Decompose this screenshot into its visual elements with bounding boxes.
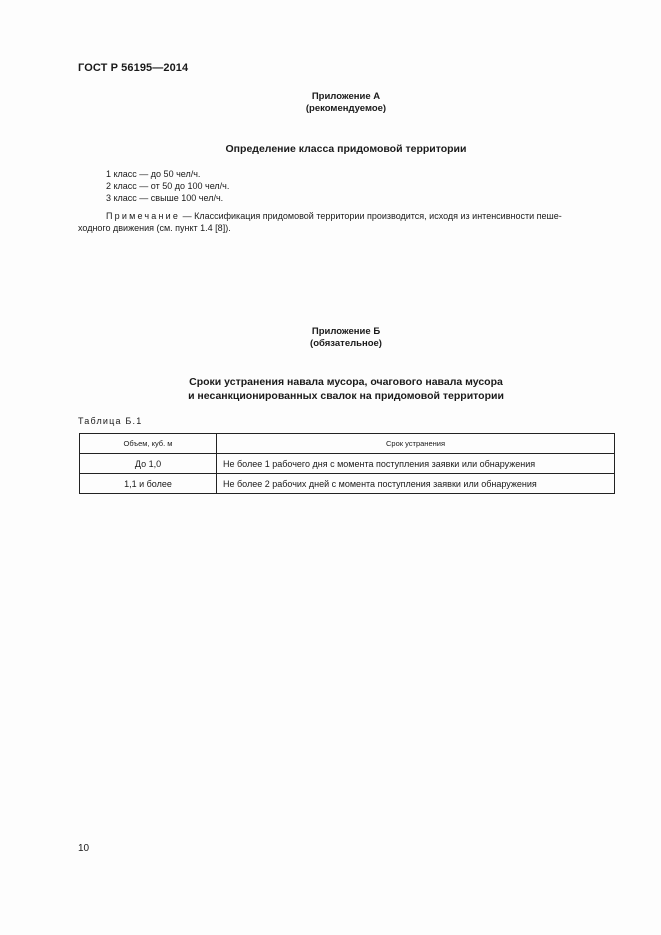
table-cell-term: Не более 2 рабочих дней с момента поступления заявки или обнаружения [217, 474, 615, 494]
standard-code: ГОСТ Р 56195—2014 [78, 62, 189, 74]
table-cell-term: Не более 1 рабочего дня с момента поступления заявки или обнаружения [217, 454, 615, 474]
appendix-b-title: Приложение Б [311, 326, 381, 337]
appendix-b-heading-line-2: и несанкционированных свалок на придомовой территории [188, 390, 504, 402]
table-row [80, 474, 615, 494]
class-item-1: 1 класс — до 50 чел/ч. [106, 169, 201, 179]
column-header-volume: Объем, куб. м [80, 434, 217, 454]
appendix-b-status: (обязательное) [310, 338, 382, 349]
table-header-row [80, 434, 615, 454]
appendix-b-heading-line-1: Сроки устранения навала мусора, очагового навала мусора [189, 376, 503, 388]
note-label: Примечание [106, 211, 181, 221]
class-item-3: 3 класс — свыше 100 чел/ч. [106, 193, 224, 203]
table-cell-volume: 1,1 и более [80, 474, 217, 494]
table-cell-volume: До 1,0 [80, 454, 217, 474]
appendix-a-status: (рекомендуемое) [305, 103, 387, 114]
page-number: 10 [78, 843, 90, 854]
column-header-term: Срок устранения [217, 434, 615, 454]
appendix-a-heading: Определение класса придомовой территории [225, 143, 467, 155]
appendix-a-title: Приложение А [311, 91, 381, 102]
removal-terms-table [79, 433, 615, 494]
table-row [80, 454, 615, 474]
table-caption: Таблица Б.1 [78, 416, 143, 426]
note-text: — Классификация придомовой территории производится, исходя из интенсивности пеше- [180, 211, 562, 221]
note-line-1 [106, 210, 562, 222]
note-line-2: ходного движения (см. пункт 1.4 [8]). [78, 223, 231, 233]
class-item-2: 2 класс — от 50 до 100 чел/ч. [106, 181, 230, 191]
